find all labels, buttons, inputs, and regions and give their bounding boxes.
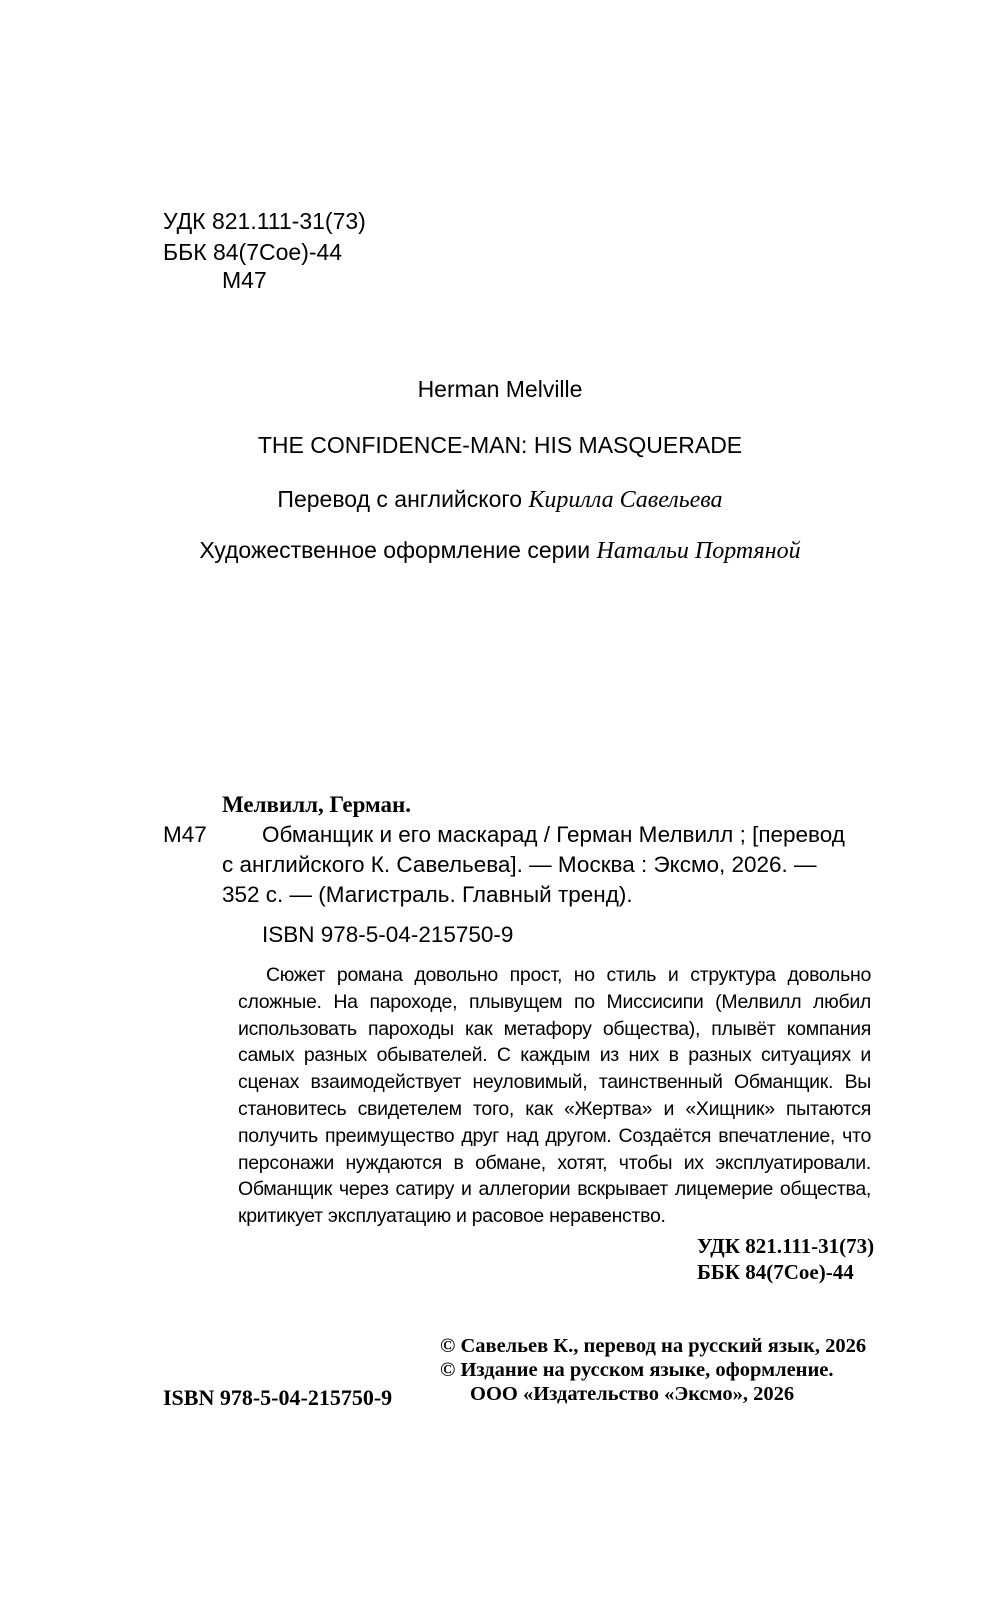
footer-isbn: ISBN 978-5-04-215750-9 xyxy=(163,1385,393,1410)
bbk-code: ББК 84(7Сое)-44 xyxy=(163,239,343,265)
biblio-line-2: с английского К. Савельева]. — Москва : Эксмо, 2026. — xyxy=(222,852,817,877)
author-original-name: Herman Melville xyxy=(417,376,583,402)
biblio-line-1: Обманщик и его маскарад / Герман Мелвилл ; [перевод xyxy=(262,822,845,847)
biblio-mark: М47 xyxy=(163,822,207,847)
design-credit xyxy=(0,537,1000,565)
translation-credit xyxy=(0,486,1000,514)
design-prefix: Художественное оформление серии xyxy=(199,537,597,563)
biblio-udk: УДК 821.111-31(73) xyxy=(697,1234,875,1258)
copyright-publisher: ООО «Издательство «Эксмо», 2026 xyxy=(470,1383,795,1405)
copyright-edition: © Издание на русском языке, оформление. xyxy=(440,1359,834,1381)
designer-name: Натальи Портяной xyxy=(596,538,801,564)
annotation: Сюжет романа довольно прост, но стиль и структура довольно сложные. На пароходе, плывущем по Миссисипи (Мелвилл любил использовать пароходы как метафору общества), плывёт компания самых разных обывателей. С каждым из них в разных ситуациях и сценах взаимодействует неуловимый, таинственный Обманщик. Вы становитесь свидетелем того, как «Жертва» и «Хищник» пытаются получить преимущество друг над другом. Создаётся впечатление, что персонажи нуждаются в обмане, хотят, чтобы их эксплуатировали. Обманщик через сатиру и аллегории вскрывает лицемерие общества, критикует эксплуатацию и расовое неравенство. xyxy=(238,964,871,1228)
translation-prefix: Перевод с английского xyxy=(277,486,529,512)
original-title: THE CONFIDENCE-MAN: HIS MASQUERADE xyxy=(257,432,743,458)
udk-code: УДК 821.111-31(73) xyxy=(163,208,366,234)
translator-name: Кирилла Савельева xyxy=(528,487,723,513)
biblio-heading: Мелвилл, Герман. xyxy=(222,792,412,817)
biblio-isbn: ISBN 978-5-04-215750-9 xyxy=(262,922,514,947)
biblio-line-3: 352 с. — (Магистраль. Главный тренд). xyxy=(222,882,633,907)
author-mark: М47 xyxy=(222,267,267,293)
copyright-translation: © Савельев К., перевод на русский язык, 2026 xyxy=(440,1335,867,1357)
biblio-bbk: ББК 84(7Сое)-44 xyxy=(697,1260,854,1284)
